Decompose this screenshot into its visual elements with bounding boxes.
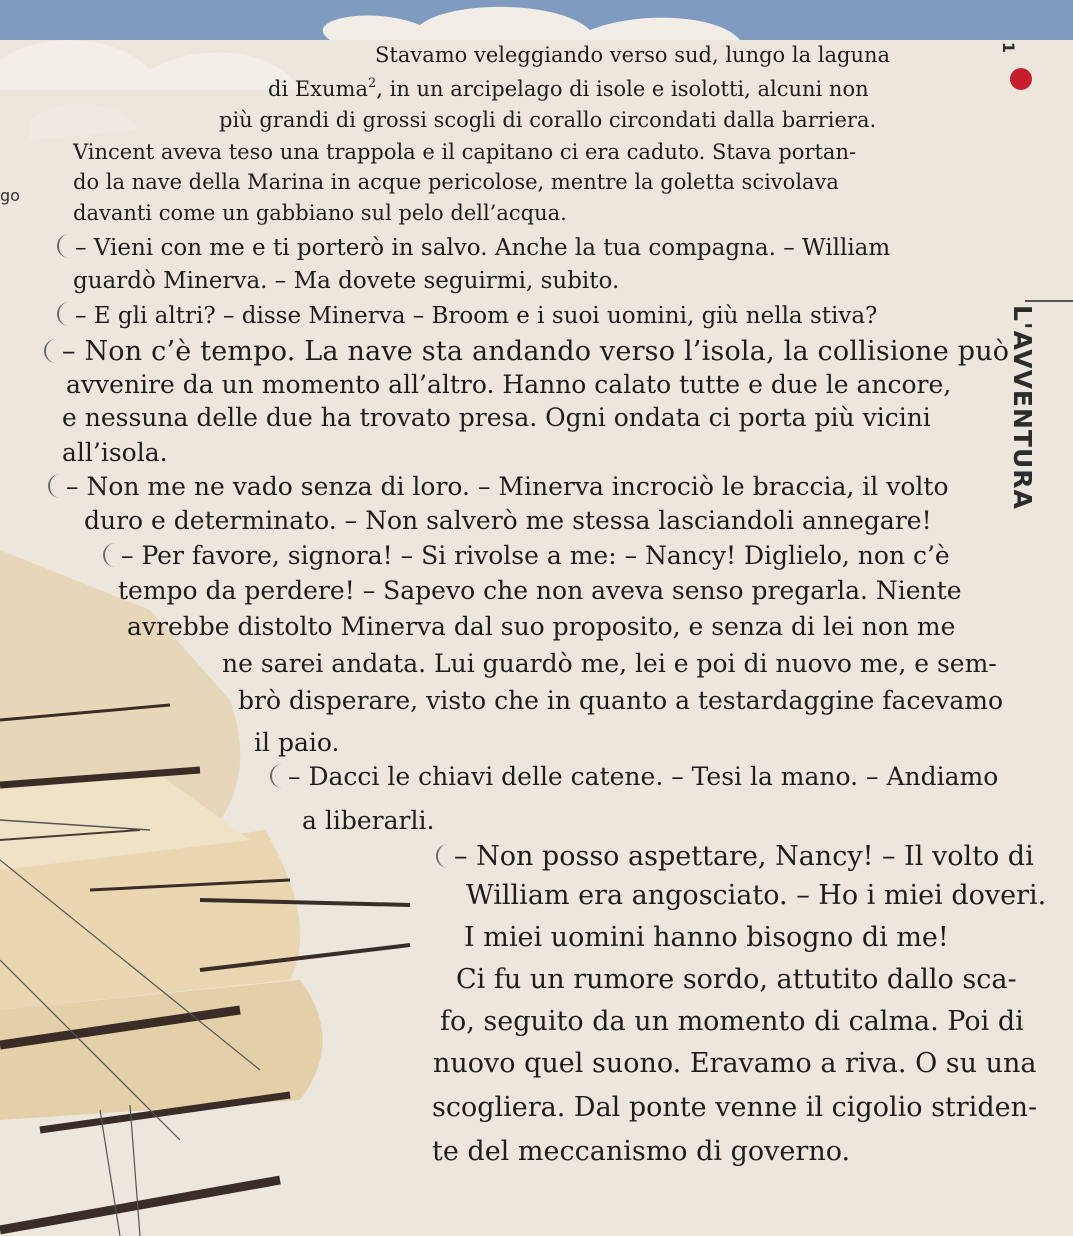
text-line: ne sarei andata. Lui guardò me, lei e poi di nuovo me, e sem- bbox=[222, 649, 997, 678]
dialogue-mark bbox=[57, 234, 73, 258]
text-line: Ci fu un rumore sordo, attutito dallo sca- bbox=[456, 964, 1017, 995]
text-line: – Non posso aspettare, Nancy! – Il volto di bbox=[436, 843, 1034, 870]
chapter-title: L'AVVENTURA bbox=[1008, 305, 1037, 510]
dialogue-mark bbox=[57, 302, 73, 326]
text-line: a liberarli. bbox=[302, 806, 435, 835]
text-line: – Vieni con me e ti porterò in salvo. Anche la tua compagna. – William bbox=[57, 234, 890, 260]
dialogue-mark bbox=[270, 764, 286, 788]
chapter-number: 1 bbox=[999, 41, 1019, 54]
text-line: all’isola. bbox=[62, 438, 168, 467]
text-line: duro e determinato. – Non salverò me stessa lasciandoli annegare! bbox=[84, 506, 932, 535]
margin-note: go bbox=[0, 186, 20, 205]
dialogue-mark bbox=[103, 543, 119, 567]
text-line: te del meccanismo di governo. bbox=[432, 1136, 851, 1167]
text-line: e nessuna delle due ha trovato presa. Ogni ondata ci porta più vicini bbox=[62, 403, 931, 432]
text-line: avvenire da un momento all’altro. Hanno calato tutte e due le ancore, bbox=[66, 370, 952, 399]
text-line: Vincent aveva teso una trappola e il capitano ci era caduto. Stava portan- bbox=[73, 140, 857, 164]
dialogue-mark bbox=[436, 844, 452, 868]
text-line: scogliera. Dal ponte venne il cigolio striden- bbox=[432, 1092, 1038, 1123]
text-line: il paio. bbox=[254, 728, 340, 757]
text-line: – E gli altri? – disse Minerva – Broom e i suoi uomini, giù nella stiva? bbox=[57, 302, 877, 328]
text-line: più grandi di grossi scogli di corallo circondati dalla barriera. bbox=[219, 108, 877, 132]
text-line: brò disperare, visto che in quanto a testardaggine facevamo bbox=[238, 686, 1004, 715]
text-line: davanti come un gabbiano sul pelo dell’acqua. bbox=[73, 201, 567, 225]
text-line: – Per favore, signora! – Si rivolse a me: – Nancy! Diglielo, non c’è bbox=[103, 543, 950, 568]
text-line: fo, seguito da un momento di calma. Poi di bbox=[440, 1006, 1024, 1037]
text-line: – Non c’è tempo. La nave sta andando verso l’isola, la collisione può bbox=[44, 338, 1009, 365]
text-line: avrebbe distolto Minerva dal suo proposito, e senza di lei non me bbox=[127, 612, 956, 641]
text-line: nuovo quel suono. Eravamo a riva. O su una bbox=[433, 1048, 1037, 1079]
dialogue-mark bbox=[48, 474, 64, 498]
text-line: di Exuma$^2$, in un arcipelago di isole e isolotti, alcuni non bbox=[268, 76, 869, 101]
text-line: I miei uomini hanno bisogno di me! bbox=[464, 922, 949, 953]
text-line: – Dacci le chiavi delle catene. – Tesi la mano. – Andiamo bbox=[270, 764, 998, 789]
text-line: guardò Minerva. – Ma dovete seguirmi, subito. bbox=[73, 268, 620, 294]
text-line: – Non me ne vado senza di loro. – Minerva incrociò le braccia, il volto bbox=[48, 474, 949, 499]
text-line: do la nave della Marina in acque pericolose, mentre la goletta scivolava bbox=[73, 170, 839, 194]
dialogue-mark bbox=[44, 339, 60, 363]
text-line: tempo da perdere! – Sapevo che non aveva senso pregarla. Niente bbox=[118, 576, 962, 605]
text-line: Stavamo veleggiando verso sud, lungo la laguna bbox=[375, 43, 891, 67]
text-line: William era angosciato. – Ho i miei doveri. bbox=[466, 880, 1047, 911]
